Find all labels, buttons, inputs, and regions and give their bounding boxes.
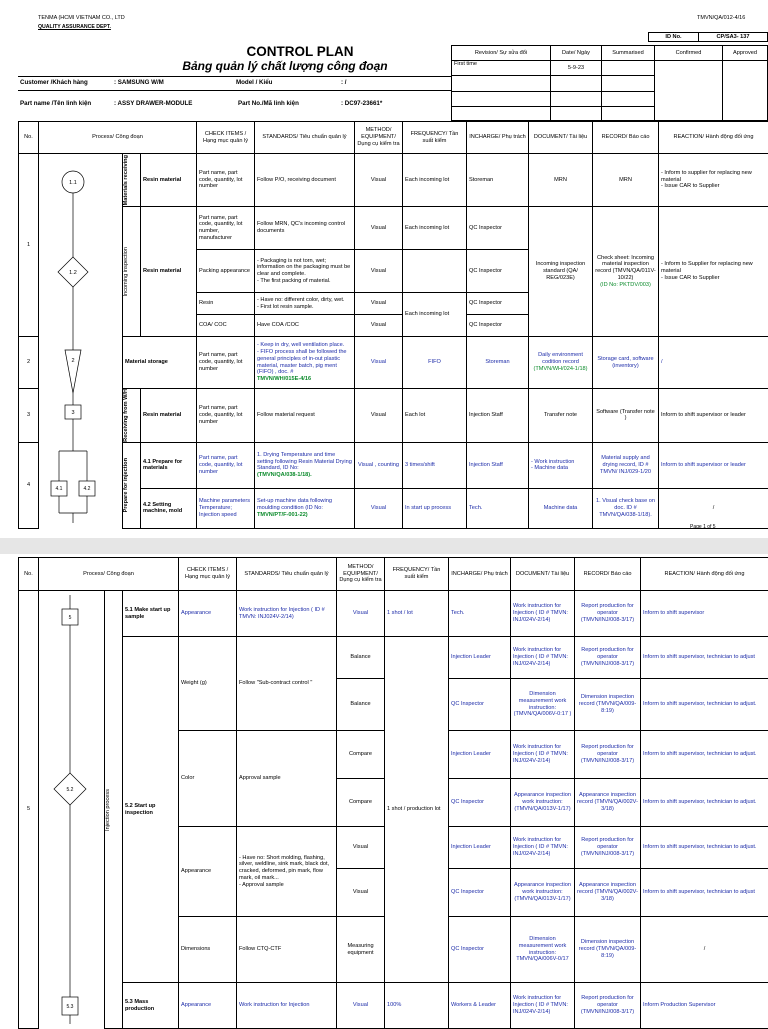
incharge: Tech. <box>467 488 529 528</box>
standard: Follow MRN, QC's incoming control documents <box>255 207 355 250</box>
col-standards: STANDARDS/ Tiêu chuẩn quản lý <box>255 122 355 154</box>
group-label: Receiving from W/H <box>123 389 130 442</box>
incharge: Storeman <box>467 337 529 389</box>
record: Report production for operator (TMVN/INJ/008-3/17) <box>575 637 641 679</box>
step-number: 4 <box>19 442 39 528</box>
table-row <box>19 983 768 1029</box>
incharge: QC Inspector <box>449 679 511 731</box>
document: Work instruction for Injection ( ID # TMVN: INJ/024V-2/14) <box>511 731 575 779</box>
frequency: 1 shot / lot <box>385 591 449 637</box>
document: Work instruction for Injection ( ID # TMVN: INJ/024V-2/14) <box>511 637 575 679</box>
check-item: Part name, part code, quantity, lot number <box>197 337 255 389</box>
rev-first: First time <box>452 61 551 76</box>
standard: Work instruction for Injection <box>237 983 337 1029</box>
record: Material supply and drying record, ID # TMVN/ INJ/029-1/20 <box>593 442 659 488</box>
customer-value: : SAMSUNG W/M <box>114 79 164 86</box>
incharge: Injection Leader <box>449 731 511 779</box>
method: Visual <box>355 488 403 528</box>
process-flowchart-p1 <box>40 153 120 523</box>
standard: Approval sample <box>237 731 337 827</box>
check-item: Part name, part code, quantity, lot number, manufacturer <box>197 207 255 250</box>
revision-table <box>451 45 768 121</box>
rev-col-confirmed: Confirmed <box>655 46 723 61</box>
svg-text:3: 3 <box>71 410 74 416</box>
standard: 1. Drying Temperature and time setting following Resin Material Drying Standard, ID No: (TMVN/QA/038-1/18). <box>255 442 355 488</box>
control-plan-table-p1 <box>18 121 768 529</box>
group-label: Incoming inspection <box>123 247 130 296</box>
table-row <box>19 637 768 679</box>
process-name: 5.1 Make start up sample <box>123 591 179 637</box>
reaction: Inform to shift supervisor, technician to adjust. <box>641 827 768 869</box>
check-item: Resin <box>197 293 255 315</box>
col-frequency: FREQUENCY/ Tần suất kiểm <box>403 122 467 154</box>
standard: Follow CTQ-CTF <box>237 917 337 983</box>
document: Work instruction for Injection ( ID # TMVN: INJ/024V-2/14) <box>511 827 575 869</box>
check-item: COA/ COC <box>197 315 255 337</box>
method: Compare <box>337 779 385 827</box>
frequency: In start up process <box>403 488 467 528</box>
group-label: Injection process <box>105 789 112 831</box>
standard: Set-up machine data following moulding condition (ID No: TMVN/PT/F-001-22) <box>255 488 355 528</box>
flow-node-4-1 <box>51 481 67 496</box>
col-no: No. <box>19 122 39 154</box>
check-item: Weight (g) <box>179 637 237 731</box>
company-name: TENMA (HCMI VIETNAM CO., LTD <box>38 15 125 22</box>
record: Report production for operator (TMVN/INJ/008-3/17) <box>575 591 641 637</box>
method: Visual <box>337 869 385 917</box>
col-check: CHECK ITEMS / Hạng mục quản lý <box>197 122 255 154</box>
col-document: DOCUMENT/ Tài liệu <box>511 558 575 591</box>
document: Machine data <box>529 488 593 528</box>
col-record: RECORD/ Báo cáo <box>575 558 641 591</box>
method: Balance <box>337 637 385 679</box>
page-title: CONTROL PLAN <box>150 44 450 59</box>
flow-node-1-1 <box>62 171 84 193</box>
frequency: 100% <box>385 983 449 1029</box>
frequency: Each lot <box>403 389 467 443</box>
incharge: Injection Leader <box>449 637 511 679</box>
step-number: 5 <box>19 591 39 1029</box>
step-number: 1 <box>19 154 39 337</box>
department: QUALITY ASSURANCE DEPT. <box>38 24 111 31</box>
rev-col-revision: Revision/ Sự sửa đổi <box>452 46 551 61</box>
method: Visual <box>355 389 403 443</box>
process-name: Material storage <box>123 337 197 389</box>
reaction: - Inform to supplier for replacing new material - Issue CAR to Supplier <box>659 154 768 207</box>
frequency: Each incoming lot <box>403 207 467 250</box>
method: Visual <box>355 250 403 293</box>
part-name-value: : ASSY DRAWER-MODULE <box>114 100 192 107</box>
standard: - Keep in dry, well ventilation place. - FIFO process shall be followed the general principles of in-out plastic material, master batch, pig ment (FIFO) , doc. # TMVN/WH/015E-4/16 <box>255 337 355 389</box>
incharge: QC Inspector <box>449 779 511 827</box>
incharge: QC Inspector <box>467 293 529 315</box>
incharge: Tech. <box>449 591 511 637</box>
document: Transfer note <box>529 389 593 443</box>
flow-node-5-2 <box>54 773 86 805</box>
flow-node-3 <box>65 405 81 419</box>
reaction: Inform to shift supervisor or leader <box>659 442 768 488</box>
document: Work instruction for Injection ( ID # TMVN: INJ/024V-2/14) <box>511 983 575 1029</box>
process-name: Resin material <box>141 154 197 207</box>
check-item: Part name, part code, quantity, lot number <box>197 154 255 207</box>
check-item: Appearance <box>179 983 237 1029</box>
svg-text:1.2: 1.2 <box>69 270 77 276</box>
col-reaction: REACTION/ Hành động đối ứng <box>641 558 768 591</box>
col-process: Process/ Công đoạn <box>39 122 197 154</box>
customer-label: Customer /Khách hàng <box>20 79 88 86</box>
process-name: 5.3 Mass production <box>123 983 179 1029</box>
method: Visual <box>355 154 403 207</box>
incharge: QC Inspector <box>467 315 529 337</box>
col-reaction: REACTION/ Hành động đối ứng <box>659 122 768 154</box>
method: Compare <box>337 731 385 779</box>
method: Visual <box>337 591 385 637</box>
record: Appearance inspection record (TMVN/QA/002V-3/18) <box>575 869 641 917</box>
standard: - Have no: different color, dirty, wet. - First lot resin sample. <box>255 293 355 315</box>
group-label: Prepare for injection <box>123 458 130 512</box>
id-value: CP/SA3- 137 <box>699 33 768 42</box>
rev-col-date: Date/ Ngày <box>551 46 602 61</box>
record: Software (Transfer note ) <box>593 389 659 443</box>
flow-node-1-2 <box>58 257 88 287</box>
control-plan-table-p2 <box>18 557 768 1029</box>
method: Measuring equipment <box>337 917 385 983</box>
id-box <box>648 32 768 42</box>
col-incharge: INCHARGE/ Phụ trách <box>467 122 529 154</box>
document: Appearance inspection work instruction: (TMVN/QA/013V-1/17) <box>511 779 575 827</box>
method: Visual <box>355 293 403 315</box>
record: 1. Visual check base on doc. ID # TMVN/QA/038-1/18). <box>593 488 659 528</box>
standard: Work instruction for Injection ( ID # TMVN: INJ024V-2/14) <box>237 591 337 637</box>
col-process: Process/ Công đoạn <box>39 558 179 591</box>
model-label: Model / Kiểu <box>236 79 272 86</box>
col-check: CHECK ITEMS / Hạng mục quản lý <box>179 558 237 591</box>
frequency: 3 times/shift <box>403 442 467 488</box>
method: Visual <box>355 315 403 337</box>
record: Dimension inspection record (TMVN/QA/009-8:19) <box>575 679 641 731</box>
process-name: 4.1 Prepare for materials <box>141 442 197 488</box>
check-item: Part name, part code, quantity, lot number <box>197 442 255 488</box>
method: Balance <box>337 679 385 731</box>
check-item: Packing appearance <box>197 250 255 293</box>
svg-text:2: 2 <box>71 358 74 364</box>
reaction: Inform to shift supervisor, technician to adjust. <box>641 679 768 731</box>
frequency: Each incoming lot <box>403 154 467 207</box>
check-item: Machine parameters Temperature; Injection speed <box>197 488 255 528</box>
document: Appearance inspection work instruction: (TMVN/QA/013V-1/17) <box>511 869 575 917</box>
col-record: RECORD/ Báo cáo <box>593 122 659 154</box>
header-row <box>19 558 768 591</box>
col-method: METHOD/ EQUIPMENT/ Dụng cụ kiểm tra <box>337 558 385 591</box>
standard: Have COA /COC <box>255 315 355 337</box>
record: Report production for operator (TMVN/INJ/008-3/17) <box>575 731 641 779</box>
record: Check sheet: Incoming material inspection record (TMVN/QA/011V-10/22) (ID No: PKTDV/003) <box>593 207 659 337</box>
incharge: QC Inspector <box>449 917 511 983</box>
group-label: Materials receiving <box>123 155 130 205</box>
part-no-label: Part No./Mã linh kiện <box>238 100 299 107</box>
svg-text:5.2: 5.2 <box>67 787 74 793</box>
flow-node-5-3 <box>62 997 78 1015</box>
svg-text:5.3: 5.3 <box>67 1004 74 1010</box>
document: Incoming inspection standard (QA/ REG/023E) <box>529 207 593 337</box>
record: Appearance inspection record (TMVN/QA/002V-3/18) <box>575 779 641 827</box>
reaction: / <box>659 488 768 528</box>
incharge: QC Inspector <box>449 869 511 917</box>
record: Dimension inspection record (TMVN/QA/009-8:19) <box>575 917 641 983</box>
rev-col-approved: Approved <box>723 46 768 61</box>
standard: - Packaging is not torn, wet; information on the packaging must be clear and complete. - The first packing of material. <box>255 250 355 293</box>
page-subtitle: Bảng quản lý chất lượng công đoạn <box>120 59 450 73</box>
flow-node-5 <box>62 609 78 625</box>
method: Visual , counting <box>355 442 403 488</box>
method: Visual <box>337 827 385 869</box>
col-document: DOCUMENT/ Tài liệu <box>529 122 593 154</box>
process-name: Resin material <box>141 389 197 443</box>
table-row <box>19 154 768 207</box>
reaction: - Inform to Supplier for replacing new material - Issue CAR to Supplier <box>659 207 768 337</box>
check-item: Part name, part code, quantity, lot number <box>197 389 255 443</box>
table-row <box>19 207 768 250</box>
check-item: Color <box>179 731 237 827</box>
table-row <box>19 442 768 488</box>
check-item: Appearance <box>179 827 237 917</box>
method: Visual <box>355 337 403 389</box>
process-name: 5.2 Start up inspection <box>123 637 179 983</box>
reaction: Inform to shift supervisor, technician to adjust <box>641 869 768 917</box>
record: Report production for operator (TMVN/INJ/008-3/17) <box>575 827 641 869</box>
id-label: ID No. <box>649 33 699 42</box>
table-row <box>19 337 768 389</box>
document-code: TMVN/QA/012-4/16 <box>697 15 745 22</box>
rev-col-summarised: Summarised <box>602 46 655 61</box>
frequency: Each incoming lot <box>403 293 467 337</box>
col-incharge: INCHARGE/ Phụ trách <box>449 558 511 591</box>
incharge: Storeman <box>467 154 529 207</box>
page-separator <box>0 538 768 554</box>
page-footer: Page 1 of 5 <box>690 524 716 530</box>
reaction: Inform to shift supervisor or leader <box>659 389 768 443</box>
col-no: No. <box>19 558 39 591</box>
process-name: 4.2 Setting machine, mold <box>141 488 197 528</box>
step-number: 2 <box>19 337 39 389</box>
standard: - Have no: Short molding, flashing, silver, weldline, sink mark, black dot, cracked, deformed, pin mark, flow mark, oil mark... - Approval sample <box>237 827 337 917</box>
info-block <box>18 76 451 125</box>
record: Storage card, software (inventory) <box>593 337 659 389</box>
rev-first-date: 5-9-23 <box>551 61 602 76</box>
table-row <box>19 591 768 637</box>
part-no-value: : DC97-23661* <box>341 100 382 107</box>
reaction: Inform to shift supervisor, technician to adjust. <box>641 731 768 779</box>
col-standards: STANDARDS/ Tiêu chuẩn quản lý <box>237 558 337 591</box>
document: MRN <box>529 154 593 207</box>
frequency: FIFO <box>403 337 467 389</box>
check-item: Dimensions <box>179 917 237 983</box>
standard: Follow material request <box>255 389 355 443</box>
incharge: Injection Leader <box>449 827 511 869</box>
flow-node-4-2 <box>79 481 95 496</box>
flow-node-2 <box>65 350 81 393</box>
step-number: 3 <box>19 389 39 443</box>
method: Visual <box>355 207 403 250</box>
table-row <box>19 389 768 443</box>
svg-text:4.2: 4.2 <box>84 486 91 492</box>
document: Daily environment codition record (TMVN/WH/024-1/18) <box>529 337 593 389</box>
method: Visual <box>337 983 385 1029</box>
process-flowchart-p2 <box>52 595 92 1024</box>
reaction: / <box>659 337 768 389</box>
header-row <box>19 122 768 154</box>
document: Work instruction for Injection ( ID # TMVN: INJ/024V-2/14) <box>511 591 575 637</box>
incharge: Injection Staff <box>467 389 529 443</box>
record: Report production for operator (TMVN/INJ/008-3/17) <box>575 983 641 1029</box>
incharge: Workers & Leader <box>449 983 511 1029</box>
model-value: : / <box>341 79 347 86</box>
standard: Follow P/O, receiving document <box>255 154 355 207</box>
incharge: QC Inspector <box>467 250 529 293</box>
reaction: Inform to shift supervisor, technician to adjust. <box>641 779 768 827</box>
svg-text:4.1: 4.1 <box>56 486 63 492</box>
reaction: Inform to shift supervisor, technician to adjust <box>641 637 768 679</box>
frequency: 1 shot / production lot <box>385 637 449 983</box>
incharge: Injection Staff <box>467 442 529 488</box>
part-name-label: Part name /Tên linh kiện <box>20 100 91 107</box>
document: Dimension measurement work instruction: TMVN/QA/006V-0/17 <box>511 917 575 983</box>
incharge: QC Inspector <box>467 207 529 250</box>
record: MRN <box>593 154 659 207</box>
process-name: Resin material <box>141 207 197 337</box>
svg-text:5: 5 <box>69 615 72 621</box>
svg-text:1.1: 1.1 <box>69 180 77 186</box>
reaction: Inform to shift supervisor <box>641 591 768 637</box>
check-item: Appearance <box>179 591 237 637</box>
col-method: METHOD/ EQUIPMENT/ Dụng cụ kiểm tra <box>355 122 403 154</box>
standard: Follow "Sub-contract control " <box>237 637 337 731</box>
reaction: / <box>641 917 768 983</box>
document: - Work instruction - Machine data <box>529 442 593 488</box>
reaction: Inform Production Supervisor <box>641 983 768 1029</box>
col-frequency: FREQUENCY/ Tần suất kiểm <box>385 558 449 591</box>
document: Dimension measurement work instruction: (TMVN/QA/006V-0:17 ) <box>511 679 575 731</box>
